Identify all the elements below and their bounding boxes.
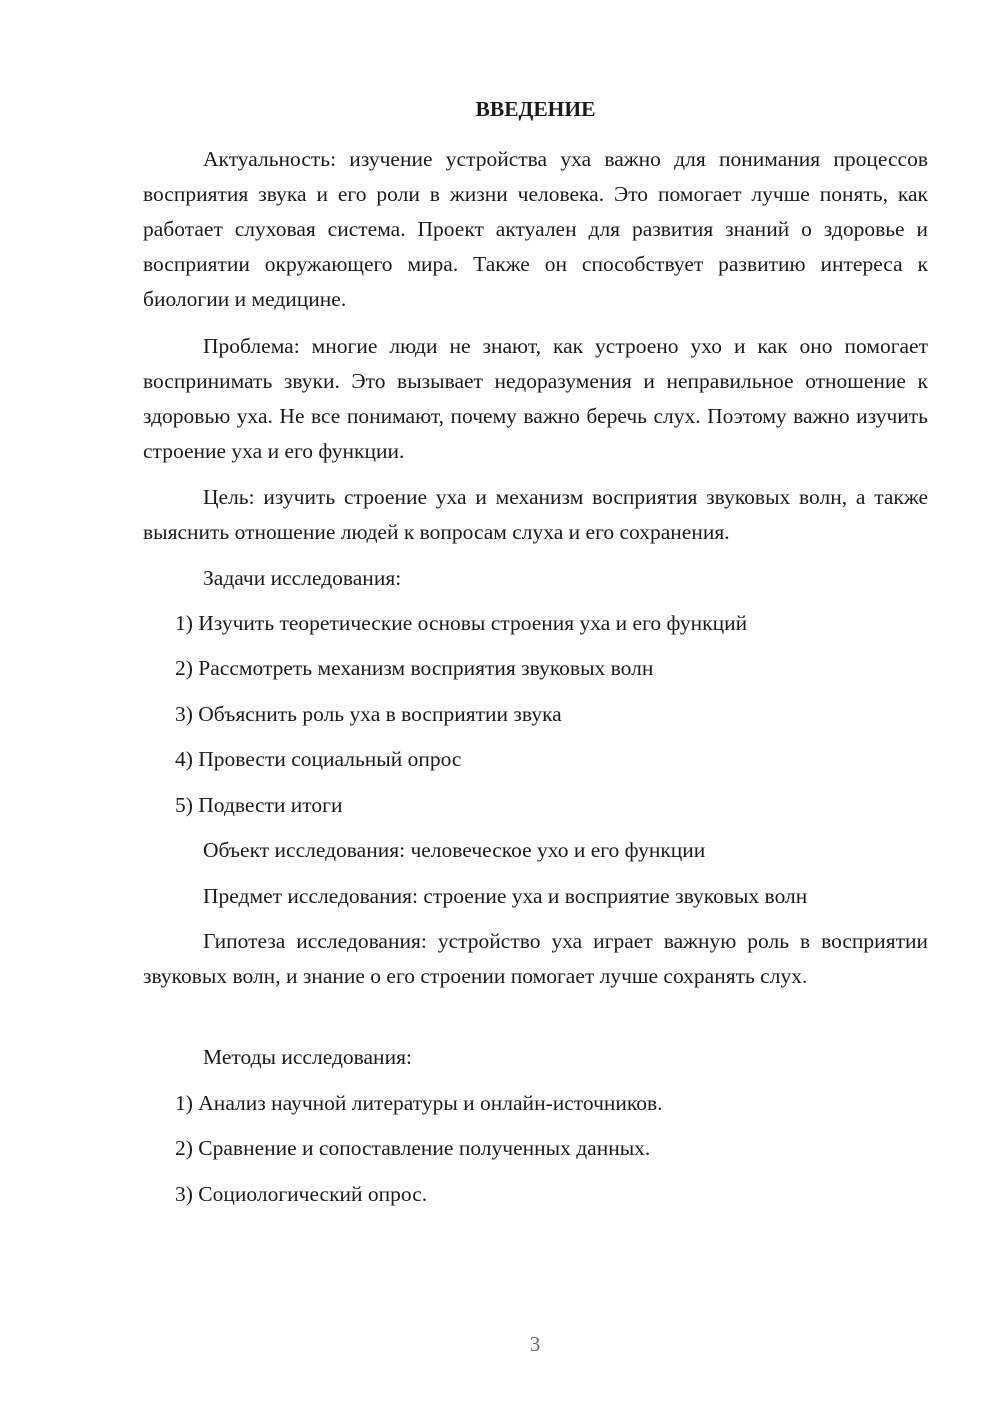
- method-item: 3) Социологический опрос.: [175, 1182, 428, 1206]
- hypothesis-paragraph: Гипотеза исследования: устройство уха играет важную роль в восприятии звуковых волн, и знание о его строении помогает лучше сохранять слух.: [143, 929, 928, 988]
- subject-line: Предмет исследования: строение уха и восприятие звуковых волн: [203, 884, 808, 908]
- object-line: Объект исследования: человеческое ухо и его функции: [203, 838, 706, 862]
- task-item: 3) Объяснить роль уха в восприятии звука: [175, 702, 562, 726]
- methods-heading: Методы исследования:: [203, 1045, 412, 1069]
- problem-paragraph: Проблема: многие люди не знают, как устроено ухо и как оно помогает воспринимать звуки. Это вызывает недоразумения и неправильное отношение к здоровью уха. Не все понимают, почему важно беречь слух. Поэтому важно изучить строение уха и его функции.: [143, 334, 928, 463]
- page-title: ВВЕДЕНИЕ: [475, 97, 596, 121]
- task-item: 1) Изучить теоретические основы строения уха и его функций: [175, 611, 748, 635]
- relevance-paragraph: Актуальность: изучение устройства уха важно для понимания процессов восприятия звука и его роли в жизни человека. Это помогает лучше понять, как работает слуховая система. Проект актуален для развития знаний о здоровье и восприятии окружающего мира. Также он способствует развитию интереса к биологии и медицине.: [143, 147, 928, 311]
- task-item: 5) Подвести итоги: [175, 793, 343, 817]
- task-item: 4) Провести социальный опрос: [175, 747, 462, 771]
- page-number: 3: [529, 1332, 541, 1356]
- task-item: 2) Рассмотреть механизм восприятия звуковых волн: [175, 656, 654, 680]
- method-item: 2) Сравнение и сопоставление полученных данных.: [175, 1136, 651, 1160]
- goal-paragraph: Цель: изучить строение уха и механизм восприятия звуковых волн, а также выяснить отношение людей к вопросам слуха и его сохранения.: [143, 485, 928, 544]
- tasks-heading: Задачи исследования:: [203, 566, 402, 590]
- method-item: 1) Анализ научной литературы и онлайн-источников.: [175, 1091, 663, 1115]
